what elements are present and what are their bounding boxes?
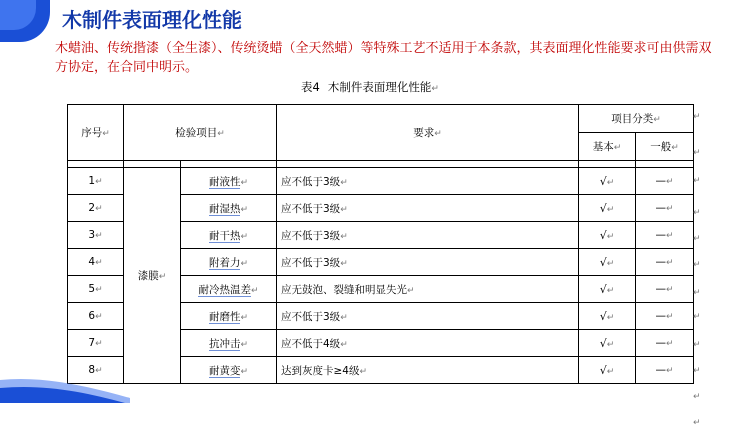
row-requirement: 应不低于3级↵ — [277, 303, 579, 330]
paragraph-mark-icon: ↵ — [693, 288, 701, 298]
table-caption — [301, 79, 439, 95]
paragraph-mark-icon: ↵ — [693, 234, 701, 244]
row-general-dash: —↵ — [636, 168, 694, 195]
row-index: 4↵ — [68, 249, 124, 276]
paragraph-mark-icon: ↵ — [693, 112, 701, 122]
row-requirement: 应不低于3级↵ — [277, 195, 579, 222]
intro-paragraph: 木蜡油、传统揩漆（全生漆）、传统烫蜡（全天然蜡）等特殊工艺不适用于本条款，其表面理化性能要求可由供需双方协定，在合同中明示。 — [55, 41, 712, 75]
row-basic-check: √↵ — [579, 330, 636, 357]
row-basic-check: √↵ — [579, 195, 636, 222]
row-general-dash: —↵ — [636, 276, 694, 303]
row-index: 8↵ — [68, 357, 124, 384]
row-general-dash: —↵ — [636, 195, 694, 222]
row-basic-check: √↵ — [579, 357, 636, 384]
paragraph-mark-icon: ↵ — [431, 84, 439, 94]
header-requirement: 要求↵ — [277, 105, 579, 161]
row-item: 耐冷热温差↵ — [181, 276, 277, 303]
row-basic-check: √↵ — [579, 222, 636, 249]
row-requirement: 应不低于3级↵ — [277, 222, 579, 249]
row-index: 3↵ — [68, 222, 124, 249]
row-requirement: 应无鼓泡、裂缝和明显失光↵ — [277, 276, 579, 303]
row-general-dash: —↵ — [636, 303, 694, 330]
row-basic-check: √↵ — [579, 276, 636, 303]
row-general-dash: —↵ — [636, 222, 694, 249]
row-item: 耐黄变↵ — [181, 357, 277, 384]
row-basic-check: √↵ — [579, 168, 636, 195]
row-index: 6↵ — [68, 303, 124, 330]
table-caption-text: 木制件表面理化性能 — [327, 80, 432, 94]
row-index: 7↵ — [68, 330, 124, 357]
paragraph-mark-icon: ↵ — [693, 312, 701, 322]
page-title: 木制件表面理化性能 — [62, 8, 242, 32]
row-basic-check: √↵ — [579, 249, 636, 276]
row-general-dash: —↵ — [636, 357, 694, 384]
row-item: 附着力↵ — [181, 249, 277, 276]
row-index: 2↵ — [68, 195, 124, 222]
paragraph-mark-icon: ↵ — [693, 260, 701, 270]
paragraph-mark-icon: ↵ — [693, 176, 701, 186]
row-requirement: 达到灰度卡≥4级↵ — [277, 357, 579, 384]
table-header-row — [68, 105, 694, 133]
paragraph-mark-icon: ↵ — [693, 418, 701, 428]
header-category: 项目分类↵ — [579, 105, 694, 133]
header-general: 一般↵ — [636, 133, 694, 161]
bottom-wave-decoration — [0, 372, 130, 403]
row-general-dash: —↵ — [636, 330, 694, 357]
paragraph-mark-icon: ↵ — [693, 392, 701, 402]
properties-table — [67, 104, 694, 384]
row-basic-check: √↵ — [579, 303, 636, 330]
paragraph-mark-icon: ↵ — [693, 208, 701, 218]
table-spacer-row — [68, 161, 694, 168]
table-caption-number: 表4 — [301, 80, 320, 94]
row-index: 1↵ — [68, 168, 124, 195]
row-item: 耐液性↵ — [181, 168, 277, 195]
table-row — [68, 168, 694, 195]
header-basic: 基本↵ — [579, 133, 636, 161]
row-index: 5↵ — [68, 276, 124, 303]
row-item: 耐磨性↵ — [181, 303, 277, 330]
row-requirement: 应不低于3级↵ — [277, 168, 579, 195]
header-item: 检验项目↵ — [124, 105, 277, 161]
row-requirement: 应不低于3级↵ — [277, 249, 579, 276]
group-label: 漆膜↵ — [124, 168, 181, 384]
row-item: 耐湿热↵ — [181, 195, 277, 222]
paragraph-mark-icon: ↵ — [693, 340, 701, 350]
row-general-dash: —↵ — [636, 249, 694, 276]
row-requirement: 应不低于4级↵ — [277, 330, 579, 357]
header-index: 序号↵ — [68, 105, 124, 161]
row-item: 耐干热↵ — [181, 222, 277, 249]
paragraph-mark-icon: ↵ — [693, 148, 701, 158]
row-item: 抗冲击↵ — [181, 330, 277, 357]
paragraph-mark-icon: ↵ — [693, 366, 701, 376]
